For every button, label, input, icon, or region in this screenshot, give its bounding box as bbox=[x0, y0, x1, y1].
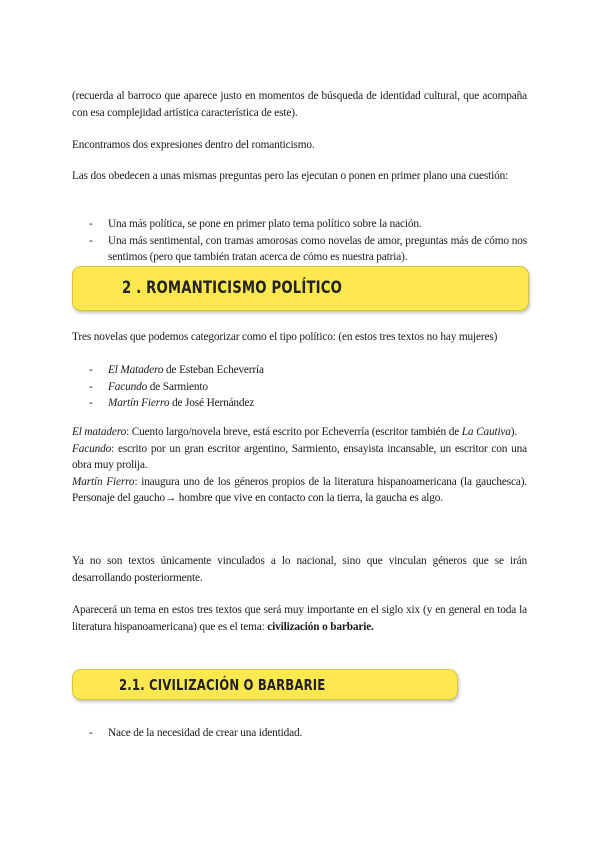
description-text: : inaugura uno de los géneros propios de la literatura hispanoamericana (la gauchesca). Personaje del gaucho→ hombre que vive en contacto con la tierra, la gaucha es algo. bbox=[72, 475, 527, 504]
intro-paragraph-3: Las dos obedecen a unas mismas preguntas pero las ejecutan o ponen en primer plano una cuestión: bbox=[72, 170, 509, 182]
description-matadero bbox=[72, 424, 527, 441]
expressions-list bbox=[72, 216, 527, 266]
novels-list bbox=[72, 362, 527, 412]
novel-descriptions bbox=[72, 424, 527, 507]
identity-list bbox=[72, 725, 527, 742]
list-item bbox=[72, 379, 527, 396]
list-item: - Nace de la necesidad de crear una identidad. bbox=[72, 725, 527, 742]
description-title: Facundo bbox=[72, 442, 112, 455]
section-2-1-heading-banner bbox=[72, 669, 458, 700]
section-2-heading-banner bbox=[72, 266, 529, 311]
list-item bbox=[72, 395, 527, 412]
theme-paragraph bbox=[72, 602, 527, 635]
list-item: - Una más política, se pone en primer plato tema político sobre la nación. bbox=[72, 216, 527, 233]
description-title: Martín Fierro bbox=[72, 475, 135, 488]
description-text: : escrito por un gran escritor argentino, Sarmiento, ensayista incansable, un escritor con una obra muy prolija. bbox=[72, 442, 527, 471]
section-2-1-heading: 2.1. CIVILIZACIÓN O BARBARIE bbox=[119, 676, 326, 694]
list-item bbox=[72, 362, 527, 379]
description-facundo bbox=[72, 441, 527, 474]
section-2-intro: Tres novelas que podemos categorizar como el tipo político: (en estos tres textos no hay mujeres) bbox=[72, 331, 498, 343]
theme-bold: civilización o barbarie. bbox=[267, 620, 374, 633]
novel-title: Martín Fierro bbox=[108, 397, 170, 409]
intro-paragraph-2: Encontramos dos expresiones dentro del romanticismo. bbox=[72, 139, 315, 151]
novel-author: de Esteban Echeverría bbox=[163, 364, 264, 376]
list-item: - Una más sentimental, con tramas amorosas como novelas de amor, preguntas más de cómo nos sentimos (pero que también tratan acerca de cómo es nuestra patria). bbox=[72, 233, 527, 266]
description-title: El matadero bbox=[72, 426, 127, 438]
description-text: ). bbox=[510, 426, 518, 438]
description-text: : Cuento largo/novela breve, está escrito por Echeverría (escritor también de bbox=[126, 426, 462, 438]
novel-author: de José Hernández bbox=[169, 397, 255, 409]
novel-author: de Sarmiento bbox=[147, 380, 208, 393]
description-martin-fierro bbox=[72, 474, 527, 507]
intro-paragraph-1: (recuerda al barroco que aparece justo en momentos de búsqueda de identidad cultural, que acompaña con esa complejidad artística característica de este). bbox=[72, 90, 527, 119]
novel-title: El Matadero bbox=[108, 364, 164, 376]
section-2-heading: 2 . ROMANTICISMO POLÍTICO bbox=[122, 278, 343, 298]
national-paragraph: Ya no son textos únicamente vinculados a lo nacional, sino que vinculan géneros que se irán desarrollando posteriormente. bbox=[72, 555, 527, 584]
description-italic: La Cautiva bbox=[461, 426, 511, 438]
theme-text: Aparecerá un tema en estos tres textos que será muy importante en el siglo xix (y en general en toda la literatura hispanoamericana) que es el tema: bbox=[72, 604, 527, 633]
novel-title: Facundo bbox=[108, 380, 148, 393]
